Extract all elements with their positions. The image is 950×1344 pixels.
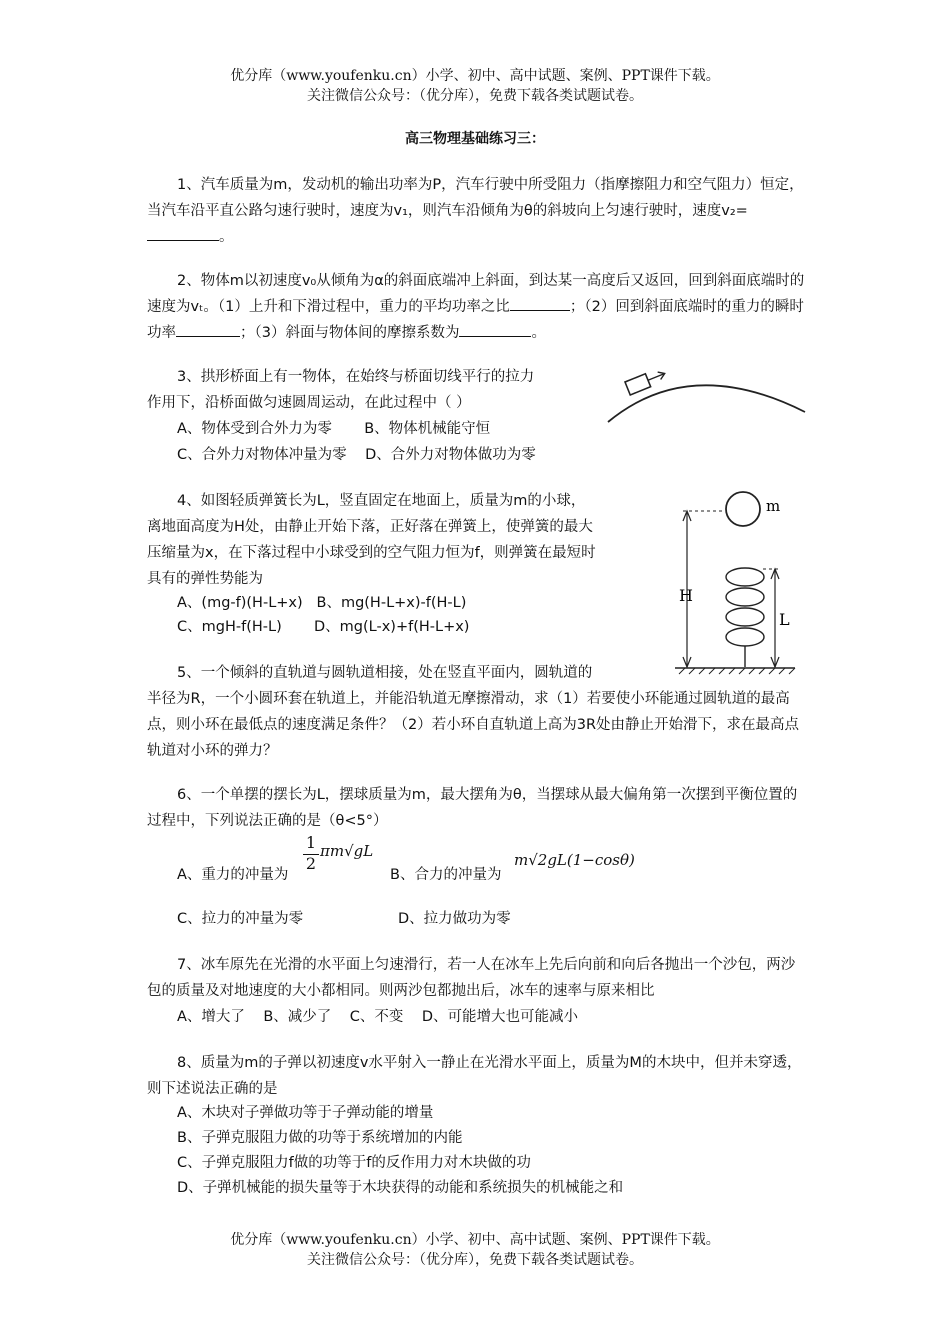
formula-b: m√2gL(1−cosθ): [514, 851, 635, 869]
formula-a: πm√gL: [320, 842, 374, 860]
footer-line-2: 关注微信公众号：（优分库），免费下载各类试题试卷。: [307, 1252, 643, 1268]
option-b: B、mg(H-L+x)-f(H-L): [316, 595, 467, 611]
question-8-option-c: C、子弹克服阻力f做的功等于f的反作用力对木块做的功: [177, 1155, 531, 1171]
spring: [726, 568, 764, 667]
question-2-part2: ；（2）回到斜面底端时的重力的瞬时功率: [147, 299, 804, 341]
question-3-options-cd: [147, 442, 536, 468]
block: [625, 367, 667, 395]
question-6-option-c: C、拉力的冲量为零: [177, 911, 304, 927]
question-5-rest: 半径为R，一个小圆环套在轨道上，并能沿轨道无摩擦滑动，求（1）若要使小环能通过圆轨道的最高点，则小环在最低点的速度满足条件？（2）若小环自直轨道上高为3R处由静止开始滑下，求在最高点轨道对小环的弹力？: [147, 691, 800, 759]
question-8-option-a: A、木块对子弹做功等于子弹动能的增量: [177, 1105, 434, 1121]
question-6-option-a: A、重力的冲量为: [177, 867, 289, 883]
question-7-text: 7、冰车原先在光滑的水平面上匀速滑行，若一人在冰车上先后向前和向后各抛出一个沙包，两沙包的质量及对地速度的大小都相同。则两沙包都抛出后，冰车的速率与原来相比: [147, 957, 796, 999]
question-3-options-ab: [147, 416, 490, 442]
question-3-line-2: 作用下，沿桥面做匀速圆周运动，在此过程中（ ）: [147, 395, 471, 411]
option-d: D、mg(L-x)+f(H-L+x): [314, 619, 470, 635]
question-6-option-b: B、合力的冲量为: [390, 867, 502, 883]
question-8-text: 8、质量为m的子弹以初速度v水平射入一静止在光滑水平面上，质量为M的木块中，但并未穿透，则下述说法正确的是: [147, 1055, 802, 1097]
question-6-text: 6、一个单摆的摆长为L，摆球质量为m，最大摆角为θ，当摆球从最大偏角第一次摆到平衡位置的过程中，下列说法正确的是（θ<5°）: [147, 787, 798, 829]
header-line-2: 关注微信公众号：（优分库），免费下载各类试题试卷。: [307, 88, 643, 104]
question-5-line-1: 5、一个倾斜的直轨道与圆轨道相接，处在竖直平面内，圆轨道的: [177, 665, 593, 681]
answer-blank: [147, 226, 219, 241]
question-6-option-d: D、拉力做功为零: [398, 911, 511, 927]
question-4-line-4: 具有的弹性势能为: [147, 571, 263, 587]
question-8-option-b: B、子弹克服阻力做的功等于系统增加的内能: [177, 1130, 463, 1146]
option-c: C、合外力对物体冲量为零: [177, 447, 347, 463]
question-8-option-d: D、子弹机械能的损失量等于木块获得的动能和系统损失的机械能之和: [177, 1180, 624, 1196]
question-2: [147, 268, 807, 346]
option-d: D、合外力对物体做功为零: [365, 447, 536, 463]
question-2-text: 2、物体m以初速度v₀从倾角为α的斜面底端冲上斜面，到达某一高度后又返回，回到斜面底端时的速度为vₜ。（1）上升和下滑过程中，重力的平均功率之比: [147, 273, 805, 315]
question-1-text: 1、汽车质量为m，发动机的输出功率为P，汽车行驶中所受阻力（指摩擦阻力和空气阻力）恒定，当汽车沿平直公路匀速行驶时，速度为v₁，则汽车沿倾角为θ的斜坡向上匀速行驶时，速度v₂=: [147, 177, 804, 219]
question-2-part3: ；（3）斜面与物体间的摩擦系数为: [240, 325, 460, 341]
option-c: C、mgH-f(H-L): [177, 619, 282, 635]
option-a: A、(mg-f)(H-L+x): [177, 595, 303, 611]
punctuation: 。: [219, 229, 234, 245]
question-3-line-1: 3、拱形桥面上有一物体，在始终与桥面切线平行的拉力: [177, 369, 535, 385]
answer-blank: [510, 296, 570, 311]
arch-bridge-figure: [600, 360, 810, 430]
question-7-options: [147, 1004, 578, 1030]
length-label: L: [779, 610, 790, 629]
fraction-denominator: 2: [303, 854, 319, 873]
page-title: 高三物理基础练习三：: [405, 131, 545, 147]
spring-ball-figure: [665, 485, 815, 675]
formula-a-fraction: [301, 834, 321, 873]
answer-blank: [176, 322, 240, 337]
height-label: H: [679, 586, 693, 605]
ball: [726, 492, 760, 526]
answer-blank: [459, 322, 531, 337]
option-c: C、不变: [349, 1009, 404, 1025]
footer-line-1: 优分库（www.youfenku.cn）小学、初中、高中试题、案例、PPT课件下载。: [230, 1232, 720, 1248]
option-a: A、增大了: [177, 1009, 245, 1025]
header-line-1: 优分库（www.youfenku.cn）小学、初中、高中试题、案例、PPT课件下载。: [230, 68, 720, 84]
option-d: D、可能增大也可能减小: [421, 1009, 578, 1025]
option-b: B、物体机械能守恒: [364, 421, 491, 437]
question-4-options-ab: [147, 590, 466, 616]
fraction-numerator: 1: [305, 833, 317, 852]
option-a: A、物体受到合外力为零: [177, 421, 332, 437]
question-4-options-cd: [147, 614, 469, 640]
question-4-line-2: 离地面高度为H处，由静止开始下落，正好落在弹簧上，使弹簧的最大: [147, 519, 593, 535]
mass-label: m: [766, 497, 781, 515]
option-b: B、减少了: [263, 1009, 332, 1025]
question-1: [147, 172, 807, 250]
question-4-line-3: 压缩量为x，在下落过程中小球受到的空气阻力恒为f，则弹簧在最短时: [147, 545, 596, 561]
question-4-line-1: 4、如图轻质弹簧长为L，竖直固定在地面上，质量为m的小球，: [177, 493, 586, 509]
punctuation: 。: [531, 325, 546, 341]
